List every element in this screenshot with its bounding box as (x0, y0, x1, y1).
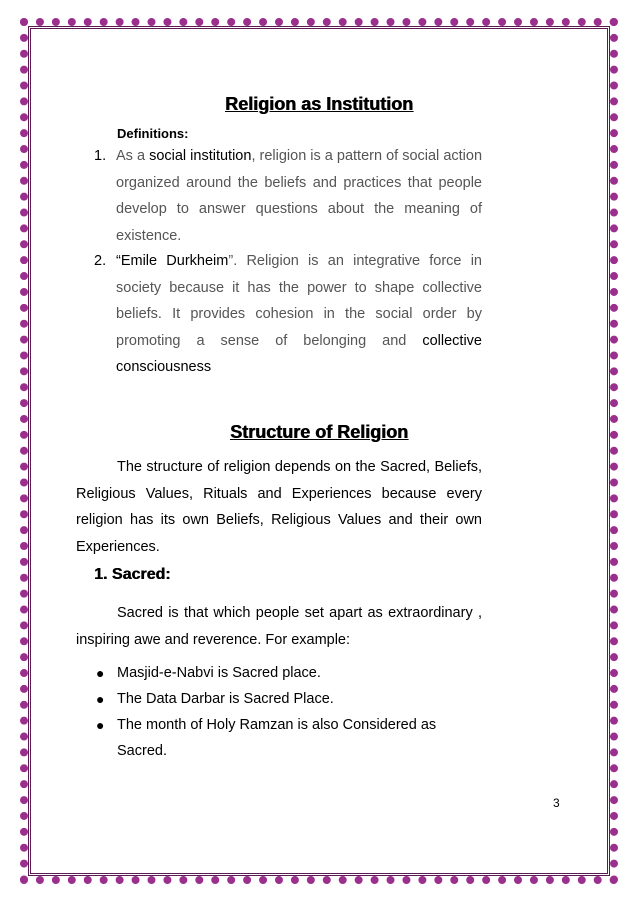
highlight-collective-consciousness: collective consciousness (116, 332, 482, 375)
bullet-icon: ● (96, 691, 105, 707)
highlight-durkheim: “Emile Durkheim (116, 253, 229, 269)
bullet-icon: ● (96, 717, 105, 733)
definition-number: 1. (94, 148, 107, 164)
list-item (96, 712, 457, 764)
structure-paragraph: The structure of religion depends on the Sacred, Beliefs, Religious Values, Rituals and Experiences because every religion has its own Beliefs, Religious Values and their own Experiences. (76, 459, 482, 555)
heading-structure-of-religion: Structure of Religion (229, 422, 408, 442)
definition-rest: , religion is a pattern of social action organized around the beliefs and practices that people develop to answer questions about the meaning of existence. (116, 148, 483, 244)
definition-prefix: As a (116, 148, 150, 164)
definition-number: 2. (94, 253, 107, 269)
definitions-label: Definitions: (117, 126, 189, 141)
list-item-text: The month of Holy Ramzan is also Considered as Sacred. (117, 717, 437, 759)
list-item-text: The Data Darbar is Sacred Place. (117, 691, 334, 707)
sacred-paragraph: Sacred is that which people set apart as extraordinary , inspiring awe and reverence. For example: (76, 605, 482, 648)
list-item (96, 686, 457, 712)
sacred-examples-list (96, 660, 457, 764)
definition-text (116, 143, 482, 249)
sacred-heading: 1. Sacred: (94, 566, 171, 583)
definition-rest: ”. Religion is an integrative force in society because it has the power to shape collective beliefs. It provides cohesion in the social order by promoting a sense of belonging and (116, 253, 482, 349)
heading-religion-as-institution: Religion as Institution (225, 94, 413, 114)
bullet-icon: ● (96, 665, 105, 681)
list-item-text: Masjid-e-Nabvi is Sacred place. (117, 665, 321, 681)
definition-text (116, 248, 482, 381)
page-number: 3 (553, 796, 560, 810)
list-item (96, 660, 457, 686)
highlight-social-institution: social institution (149, 148, 252, 164)
